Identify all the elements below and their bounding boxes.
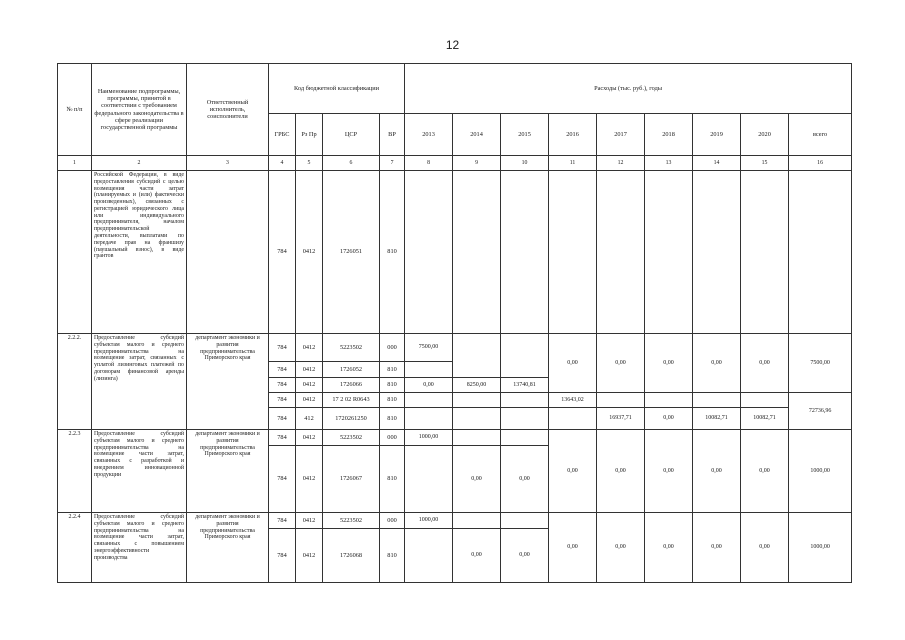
header-row-1 <box>58 64 852 114</box>
header-year: 2014 <box>453 114 501 156</box>
header-year: 2013 <box>405 114 453 156</box>
cell-vr: 000 <box>380 430 405 446</box>
cell-value: 0,00 <box>741 513 789 583</box>
cell-rzpr: 0412 <box>296 529 323 583</box>
header-executor: Ответственный исполнитель, соисполнители <box>187 64 269 156</box>
row-number: 2.2.3 <box>58 430 92 513</box>
cell-grbs: 784 <box>269 529 296 583</box>
page-number: 12 <box>445 38 460 52</box>
row-executor: департамент экономики и развития предпринимательства Приморского края <box>187 513 269 583</box>
header-rzpr: Рз Пр <box>296 114 323 156</box>
cell-rzpr: 0412 <box>296 334 323 362</box>
cell-rzpr: 412 <box>296 408 323 430</box>
cell-vr: 810 <box>380 446 405 513</box>
cell-value: 0,00 <box>453 529 501 583</box>
header-csr: ЦСР <box>323 114 380 156</box>
cell-value: 0,00 <box>645 334 693 393</box>
col-number: 5 <box>296 156 323 171</box>
cell-csr: 1726067 <box>323 446 380 513</box>
cell-total: 1000,00 <box>789 513 852 583</box>
row-description: Предоставление субсидий субъектам малого и среднего предпринимательства на возмещение части затрат, связанных с повышением энергоэффективности производства <box>92 513 187 583</box>
cell-rzpr: 0412 <box>296 513 323 529</box>
cell-csr: 1720261250 <box>323 408 380 430</box>
cell-value: 0,00 <box>741 334 789 393</box>
row-number: 2.2.4 <box>58 513 92 583</box>
cell-value: 0,00 <box>549 430 597 513</box>
row-description: Российской Федерации, в виде предоставления субсидий с целью возмещения части затрат (планируемых и (или) фактически произведенных), связанных с регистрацией юридического лица или индивидуального предпринимателя, началом предпринимательской деятельности, выплатами по передаче прав на франшизу (паушальный взнос), в виде грантов <box>92 171 187 334</box>
cell-rzpr: 0412 <box>296 171 323 334</box>
cell-value: 0,00 <box>693 334 741 393</box>
cell-vr: 810 <box>380 393 405 408</box>
cell-grbs: 784 <box>269 378 296 393</box>
cell-csr: 5223502 <box>323 334 380 362</box>
cell-grbs: 784 <box>269 408 296 430</box>
cell-vr: 810 <box>380 378 405 393</box>
cell-csr: 5223502 <box>323 430 380 446</box>
cell-vr: 810 <box>380 408 405 430</box>
table-row-2-2-2 <box>58 334 852 362</box>
cell-value: 0,00 <box>453 446 501 513</box>
header-vr: ВР <box>380 114 405 156</box>
row-executor: департамент экономики и развития предпринимательства Приморского края <box>187 334 269 430</box>
cell-vr: 810 <box>380 529 405 583</box>
col-number: 8 <box>405 156 453 171</box>
header-year: 2015 <box>501 114 549 156</box>
header-num: № п/п <box>58 64 92 156</box>
cell-rzpr: 0412 <box>296 393 323 408</box>
header-grbs: ГРБС <box>269 114 296 156</box>
cell-csr: 5223502 <box>323 513 380 529</box>
cell-value: 13740,81 <box>501 378 549 393</box>
cell-value: 0,00 <box>645 513 693 583</box>
row-description: Предоставление субсидий субъектам малого и среднего предпринимательства на возмещение части затрат, связанных с разработкой и внедрением инновационной продукции <box>92 430 187 513</box>
cell-rzpr: 0412 <box>296 446 323 513</box>
cell-grbs: 784 <box>269 430 296 446</box>
cell-value: 0,00 <box>405 378 453 393</box>
cell-grbs: 784 <box>269 513 296 529</box>
table-row-2-2-4 <box>58 513 852 529</box>
cell-value: 0,00 <box>501 446 549 513</box>
cell-value: 8250,00 <box>453 378 501 393</box>
col-number: 2 <box>92 156 187 171</box>
col-number: 11 <box>549 156 597 171</box>
cell-value: 1000,00 <box>405 513 453 529</box>
header-year: 2018 <box>645 114 693 156</box>
cell-csr: 1726052 <box>323 362 380 378</box>
cell-vr: 000 <box>380 334 405 362</box>
col-number: 1 <box>58 156 92 171</box>
column-numbers-row <box>58 156 852 171</box>
cell-rzpr: 0412 <box>296 362 323 378</box>
budget-table <box>57 63 852 583</box>
cell-value: 0,00 <box>645 408 693 430</box>
cell-value: 0,00 <box>501 529 549 583</box>
cell-vr: 810 <box>380 362 405 378</box>
cell-value: 0,00 <box>549 334 597 393</box>
cell-grbs: 784 <box>269 362 296 378</box>
cell-value: 0,00 <box>597 513 645 583</box>
col-number: 14 <box>693 156 741 171</box>
cell-value: 0,00 <box>549 513 597 583</box>
cell-value: 0,00 <box>693 430 741 513</box>
cell-value: 0,00 <box>597 334 645 393</box>
cell-csr: 17 2 02 R0643 <box>323 393 380 408</box>
cell-vr: 810 <box>380 171 405 334</box>
col-number: 3 <box>187 156 269 171</box>
row-description: Предоставление субсидий субъектам малого и среднего предпринимательства на возмещение затрат, связанных с уплатой лизинговых платежей по договорам финансовой аренды (лизинга) <box>92 334 187 430</box>
cell-value: 0,00 <box>693 513 741 583</box>
cell-value: 1000,00 <box>405 430 453 446</box>
header-expenses: Расходы (тыс. руб.), годы <box>405 64 852 114</box>
table-row-continuation <box>58 171 852 334</box>
cell-grbs: 784 <box>269 393 296 408</box>
col-number: 15 <box>741 156 789 171</box>
header-year: 2017 <box>597 114 645 156</box>
cell-csr: 1726066 <box>323 378 380 393</box>
row-number: 2.2.2. <box>58 334 92 430</box>
col-number: 10 <box>501 156 549 171</box>
cell-total: 72736,96 <box>789 393 852 430</box>
cell-value: 10082,71 <box>693 408 741 430</box>
header-name: Наименование подпрограммы, программы, принятой в соответствии с требованием федерального законодательства в сфере реализации государственной программы <box>92 64 187 156</box>
col-number: 13 <box>645 156 693 171</box>
cell-total: 1000,00 <box>789 430 852 513</box>
cell-value: 13643,02 <box>549 393 597 408</box>
col-number: 12 <box>597 156 645 171</box>
cell-value: 0,00 <box>597 430 645 513</box>
cell-grbs: 784 <box>269 171 296 334</box>
cell-rzpr: 0412 <box>296 430 323 446</box>
col-number: 4 <box>269 156 296 171</box>
col-number: 9 <box>453 156 501 171</box>
col-number: 7 <box>380 156 405 171</box>
cell-rzpr: 0412 <box>296 378 323 393</box>
cell-value: 10082,71 <box>741 408 789 430</box>
row-executor: департамент экономики и развития предпринимательства Приморского края <box>187 430 269 513</box>
cell-value: 0,00 <box>645 430 693 513</box>
cell-csr: 1726051 <box>323 171 380 334</box>
col-number: 16 <box>789 156 852 171</box>
cell-grbs: 784 <box>269 446 296 513</box>
header-year: 2020 <box>741 114 789 156</box>
header-kbk: Код бюджетной классификации <box>269 64 405 114</box>
cell-value: 7500,00 <box>405 334 453 362</box>
cell-grbs: 784 <box>269 334 296 362</box>
header-total: всего <box>789 114 852 156</box>
cell-total: 7500,00 <box>789 334 852 393</box>
cell-value: 0,00 <box>741 430 789 513</box>
table-row-2-2-3 <box>58 430 852 446</box>
cell-csr: 1726068 <box>323 529 380 583</box>
cell-value: 16937,71 <box>597 408 645 430</box>
col-number: 6 <box>323 156 380 171</box>
header-year: 2016 <box>549 114 597 156</box>
header-year: 2019 <box>693 114 741 156</box>
cell-vr: 000 <box>380 513 405 529</box>
